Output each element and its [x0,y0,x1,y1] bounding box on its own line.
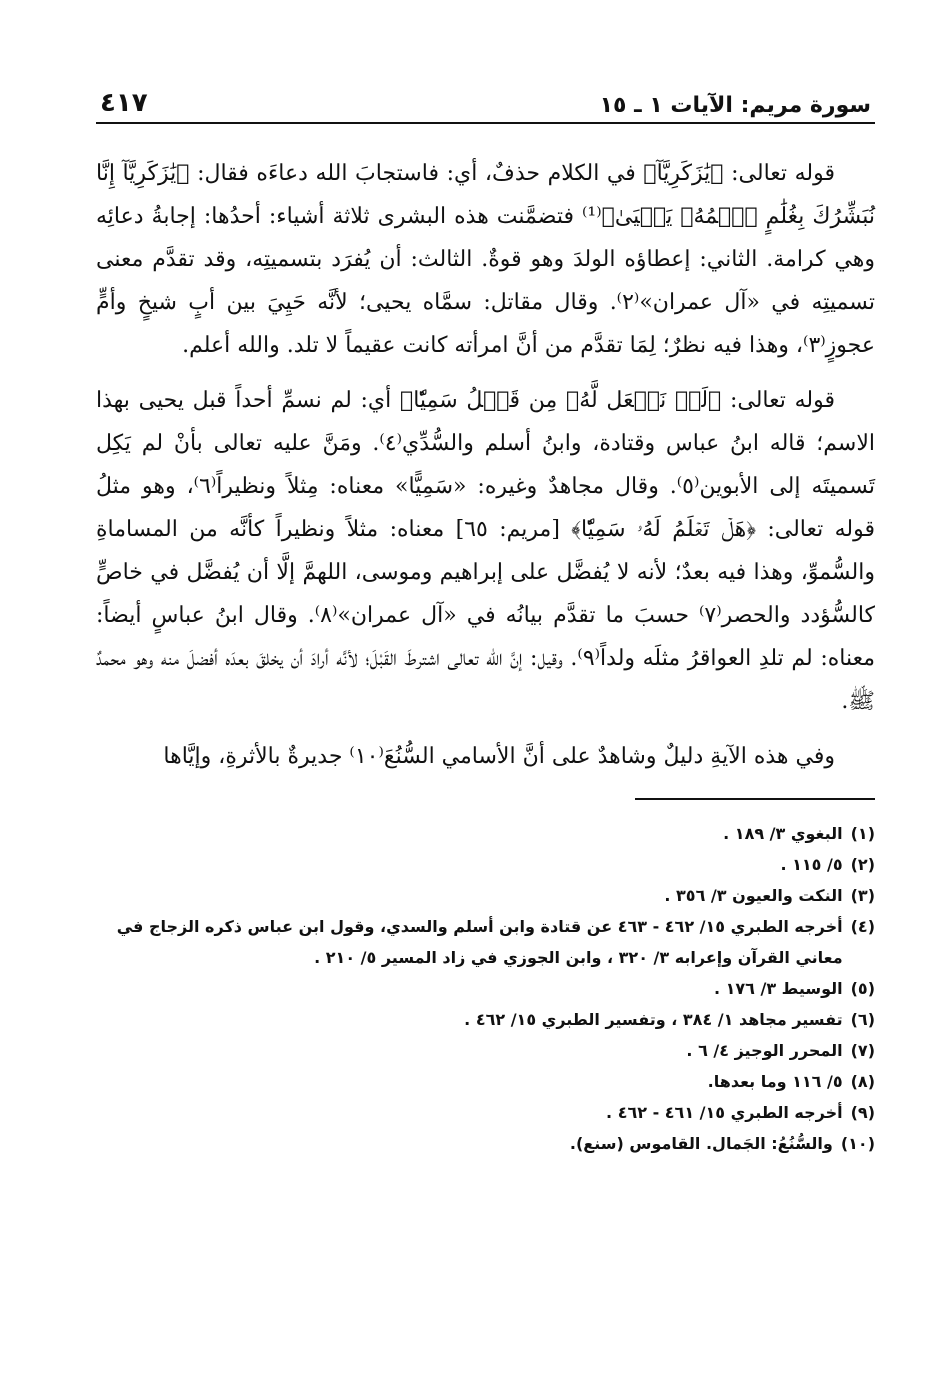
footnote-text: أخرجه الطبري ١٥/ ٤٦١ - ٤٦٢ . [606,1103,843,1122]
footnote-number: (٨) [850,1072,875,1091]
footnote-number: (١) [850,824,875,843]
footnote-text: والسُّنُعُ: الجَمال. القاموس (سنع). [569,1134,833,1153]
running-title: سورة مريم: الآيات ١ ـ ١٥ [599,93,871,118]
footnote-number: (٧) [850,1041,875,1060]
footnote-number: (٥) [850,979,875,998]
footnote-2 [96,849,875,880]
page-header [96,70,875,124]
footnote-1 [96,818,875,849]
footnote-9 [96,1097,875,1128]
footnotes [96,818,875,1159]
footnote-3 [96,880,875,911]
footnote-number: (٢) [850,855,875,874]
footnote-number: (٩) [850,1103,875,1122]
paragraph-1: قوله تعالى: ﴿يَٰزَكَرِيَّآ﴾ في الكلام حذفٌ، أي: فاستجابَ الله دعاءَه فقال: ﴿يَٰزَكَرِيَّآ إِنَّا نُبَشِّرُكَ بِغُلَٰمٍ ٱسۡمُهُۥ يَحۡيَىٰ﴾⁽¹⁾ فتضمَّنت هذه البشرى ثلاثة أشياء: أحدُها: إجابةُ دعائِه وهي كرامة. الثاني: إعطاؤه الولدَ وهو قوةٌ. الثالث: أن يُفرَد بتسميتِه، وقد تقدَّم معنى تسميتِه في «آل عمران»⁽٢⁾. وقال مقاتل: سمَّاه يحيى؛ لأنَّه حَيِيَ بين أبٍ شيخٍ وأمٍّ عجوزٍ⁽٣⁾، وهذا فيه نظرٌ؛ لِمَا تقدَّم من أنَّ امرأته كانت عقيماً لا تلد. والله أعلم. [96,161,875,358]
footnote-7 [96,1035,875,1066]
footnote-number: (١٠) [840,1134,875,1153]
footnote-separator [635,798,875,800]
footnote-text: ٥/ ١١٦ وما بعدها. [707,1072,843,1091]
footnote-text: البغوي ٣/ ١٨٩ . [723,824,843,843]
footnote-text: أخرجه الطبري ١٥/ ٤٦٢ - ٤٦٣ عن قتادة وابن أسلم والسدي، وقول ابن عباس ذكره الزجاج في معاني القرآن وإعرابه ٣/ ٣٢٠ ، وابن الجوزي في زاد المسير ٥/ ٢١٠ . [116,917,843,967]
footnote-text: تفسير مجاهد ١/ ٣٨٤ ، وتفسير الطبري ١٥/ ٤٦٢ . [464,1010,843,1029]
footnote-text: الوسيط ٣/ ١٧٦ . [713,979,843,998]
footnote-4 [96,911,875,973]
footnote-text: ٥/ ١١٥ . [780,855,843,874]
paragraph-2: قوله تعالى: ﴿لَمۡ نَجۡعَل لَّهُۥ مِن قَبۡلُ سَمِيّٗا﴾ أي: لم نسمِّ أحداً قبل يحيى بهذا الاسم؛ قاله ابنُ عباس وقتادة، وابنُ أسلم والسُّدِّي⁽٤⁾. ومَنَّ عليه تعالى بأنْ لم يَكِل تَسميتَه إلى الأبوين⁽٥⁾. وقال مجاهدٌ وغيره: «سَمِيًّا» معناه: مِثلاً ونظيراً⁽٦⁾، وهو مثلُ قوله تعالى: ﴿هَلۡ تَعۡلَمُ لَهُۥ سَمِيّٗا﴾ [مريم: ٦٥] معناه: مثلاً ونظيراً كأنَّه من المساماةِ والسُّموِّ، وهذا فيه بعدٌ؛ لأنه لا يُفضَّل على إبراهيم وموسى، اللهمَّ إلَّا أن يُفضَّل في خاصٍّ كالسُّؤدد والحصر⁽٧⁾ حسبَ ما تقدَّم بيانُه في «آل عمران»⁽٨⁾. وقال ابنُ عباسٍ أيضاً: معناه: لم تلدِ العواقرُ مثلَه ولداً⁽٩⁾. وقيل: إنَّ الله تعالى اشترطَ القَبْلَ؛ لأنَّه أرادَ أن يخلقَ بعدَه أفضلَ منه وهو محمدٌ ﷺ. [96,388,876,714]
footnote-number: (٦) [850,1010,875,1029]
paragraph-3: وفي هذه الآيةِ دليلٌ وشاهدٌ على أنَّ الأسامي السُّنُعَ⁽١٠⁾ جديرةٌ بالأثرةِ، وإيَّاها [163,744,835,769]
footnote-6 [96,1004,875,1035]
book-page [96,70,875,1159]
page-number: ٤١٧ [100,88,148,118]
footnote-text: المحرر الوجيز ٤/ ٦ . [686,1041,843,1060]
footnote-5 [96,973,875,1004]
footnote-8 [96,1066,875,1097]
footnote-number: (٣) [850,886,875,905]
footnote-text: النكت والعيون ٣/ ٣٥٦ . [664,886,843,905]
footnote-10 [96,1128,875,1159]
footnote-number: (٤) [850,917,875,936]
main-text [96,152,875,778]
